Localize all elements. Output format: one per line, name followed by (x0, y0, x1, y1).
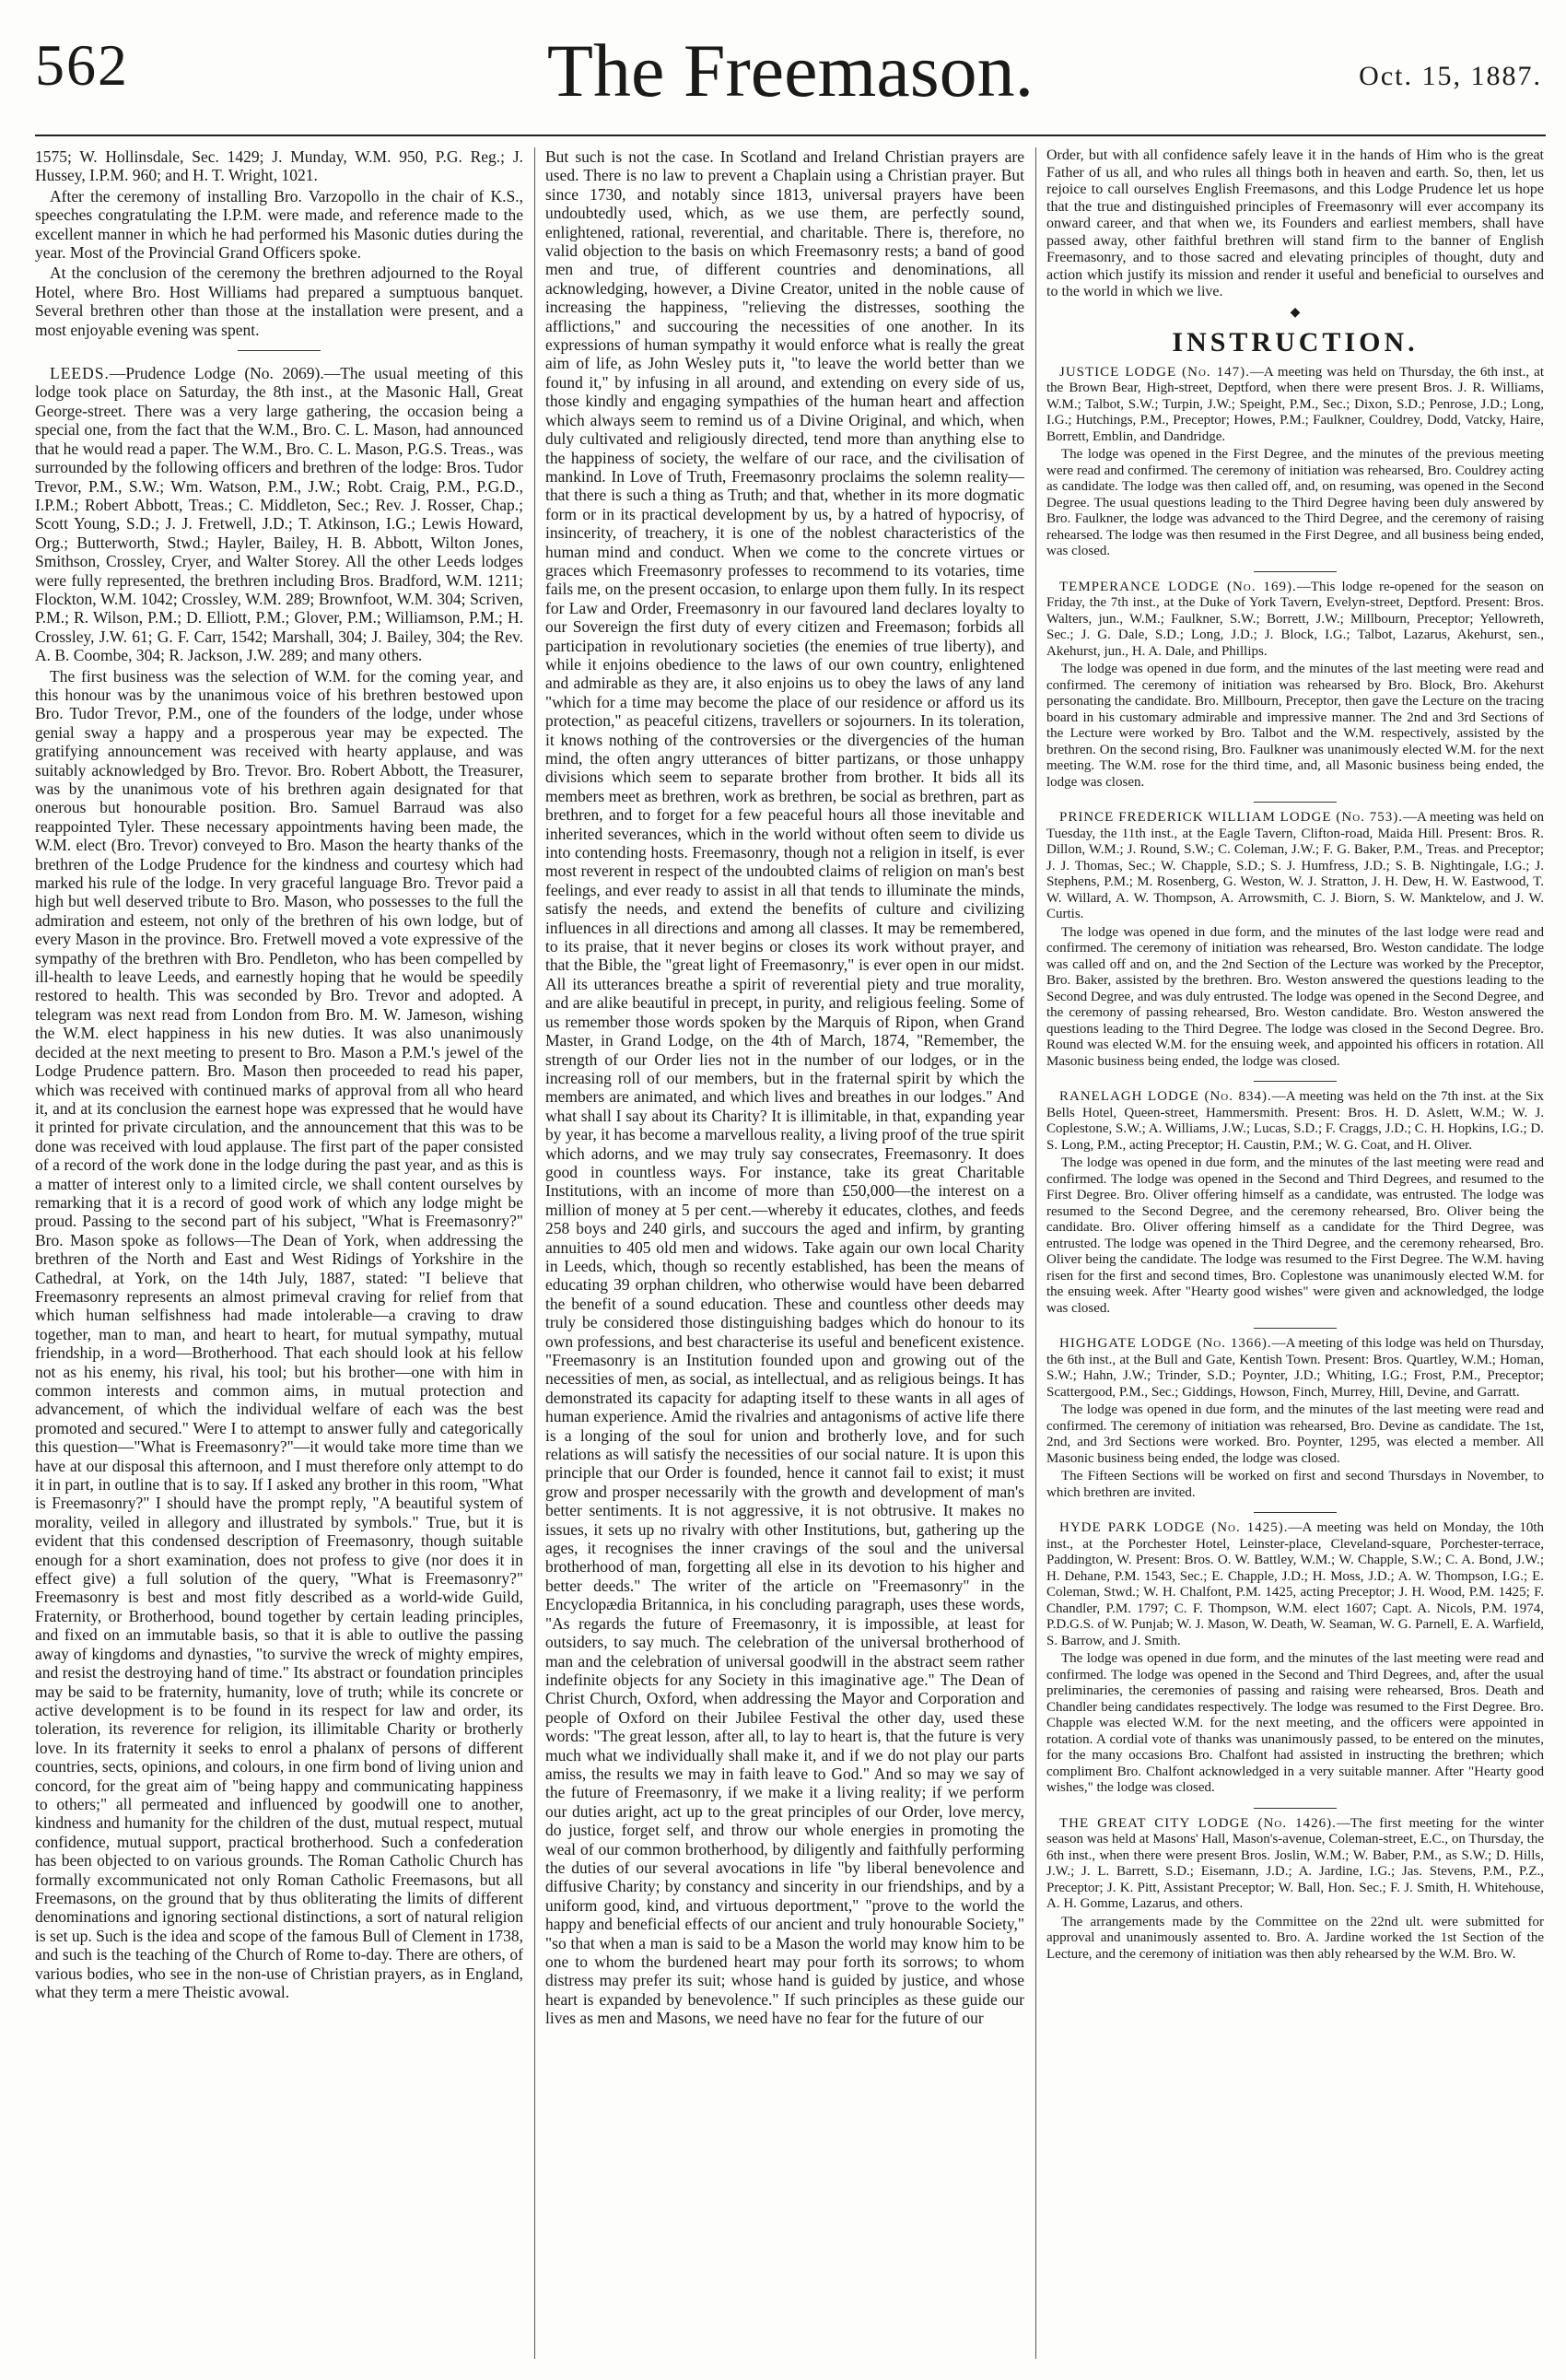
separator-rule (1254, 571, 1337, 572)
separator-rule (1254, 1328, 1337, 1329)
masthead (35, 26, 1546, 136)
lodge-text: The lodge was opened in due form, and the minutes of the last meeting were read and confirmed. The ceremony of initiation was rehearsed, Bro. Devine as candidate. The 1st, 2nd, and 3rd Sections were worked. Bro. Poynter, 1295, was elected a member. All Masonic business being ended, the lodge was closed. (1046, 1402, 1544, 1466)
lodge-heading: PRINCE FREDERICK WILLIAM LODGE (No. 753). (1059, 810, 1404, 825)
lodge-text: The lodge was opened in due form, and the minutes of the last lodge were read and confirmed. The ceremony of initiation was rehearsed, Bro. Weston candidate. The lodge was called off and on, and the 2nd Section of the Lecture was worked by the Preceptor, Bro. Baker, assisted by the brethren. Bro. Weston answered the questions leading to the Second Degree, and was duly entrusted. The lodge was opened in the Second Degree, and the ceremony of passing rehearsed, Bro. Weston candidate. Bro. Weston answered the questions leading to the Third Degree. The lodge was closed in the Second Degree. Bro. Round was elected W.M. for the ensuing week, and appointed his officers in rotation. All Masonic business being ended, the lodge was closed. (1046, 924, 1544, 1069)
publication-title: The Freemason. (546, 29, 1034, 112)
separator-rule (1254, 1808, 1337, 1809)
lodge-heading: THE GREAT CITY LODGE (No. 1426). (1059, 1815, 1337, 1831)
lodge-text: The lodge was opened in the First Degree, and the minutes of the previous meeting were read and confirmed. The ceremony of initiation was rehearsed, Bro. Couldrey acting as candidate. The lodge was then called off, and, on resuming, was opened in the Second Degree. The usual questions leading to the Third Degree having been duly answered by Bro. Faulkner, the lodge was advanced to the Third Degree, and the ceremony of raising rehearsed. The lodge was then resumed in the First Degree, and all business being ended, was closed. (1046, 447, 1544, 558)
report-heading: LEEDS. (50, 364, 110, 383)
lodge-text: —A meeting of this lodge was held on Thursday, the 6th inst., at the Bull and Gate, Kentish Town. Present: Bros. Quartley, W.M.; Homan, S.W.; Hahn, J.W.; Trinder, S.D.; Poynter, J.D.; Whiting, I.G.; Frost, P.M., Preceptor; Scattergood, P.M., Sec.; Giddings, Howson, Finch, Murrey, Hill, Devine, and Garratt. (1046, 1336, 1544, 1400)
lodge-text: The lodge was opened in due form, and the minutes of the last meeting were read and confirmed. The ceremony of initiation was rehearsed by Bro. Block, Bro. Akehurst personating the candidate. Bro. Millbourn, Preceptor, then gave the Lecture on the tracing board in his customary admirable and impressive manner. The 2nd and 3rd Sections of the Lecture were worked by Bro. Talbot and the W.M. respectively, assisted by the brethren. On the second rising, Bro. Faulkner was unanimously elected W.M. for the next meeting. The W.M. rose for the third time, and, all Masonic business being ended, the lodge was closen. (1046, 662, 1544, 790)
leeds-report (35, 364, 523, 665)
column-divider (1035, 147, 1036, 2359)
column-2 (545, 147, 1024, 2359)
lodge-report (1046, 1816, 1544, 1964)
article-paragraph: After the ceremony of installing Bro. Varzopollo in the chair of K.S., speeches congratulating the I.P.M. were made, and reference made to the excellent manner in which he had performed his Masonic duties during the year. Most of the Provincial Grand Officers spoke. (35, 186, 523, 263)
lodge-text: The lodge was opened in due form, and the minutes of the last meeting were read and confirmed. The lodge was opened in the Second and Third Degrees, and resumed to the First Degree. Bro. Oliver offering himself as a candidate, was entrusted. The lodge was resumed to the Second Degree, and the ceremony rehearsed, Bro. Oliver being the candidate. Bro. Oliver offering himself as a candidate for the Third Degree, was entrusted. The lodge was opened in the Third Degree, and the ceremony rehearsed, Bro. Oliver being the candidate. The lodge was resumed to the First Degree. The W.M. having risen for the first and second times, Bro. Coplestone was unanimously elected W.M. for the ensuing week. After "Hearty good wishes" were given and acknowledged, the lodge was closed. (1046, 1155, 1544, 1316)
report-text: —Prudence Lodge (No. 2069).—The usual meeting of this lodge took place on Saturday, the 8th inst., at the Masonic Hall, Great George-street. There was a very large gathering, the occasion being a special one, from the fact that the W.M., Bro. C. L. Mason, had announced that he would read a paper. The W.M., Bro. C. L. Mason, P.G.S. Treas., was surrounded by the following officers and brethren of the lodge: Bros. Tudor Trevor, P.M., S.W.; Wm. Watson, P.M., J.W.; Robt. Craig, P.M., P.G.D., I.P.M.; Robert Abbott, Treas.; C. Middleton, Sec.; Rev. J. Rosser, Chap.; Scott Young, S.D.; J. J. Fretwell, J.D.; T. Atkinson, I.G.; Lewis Howard, Org.; Butterworth, Stwd.; Hayler, Bailey, H. B. Abbott, Wilton Jones, Smithson, Crossley, Cryer, and Walter Storey. All the other Leeds lodges were fully represented, the brethren including Bros. Bradford, W.M. 1211; Flockton, W.M. 1042; Crossley, W.M. 289; Brownfoot, W.M. 304; Scriven, P.M.; R. Wilson, P.M.; D. Elliott, P.M.; Glover, P.M.; Williamson, P.M.; H. Crossley, J.W. 61; G. F. Carr, 1542; Marshall, 304; J. Bailey, 304; the Rev. A. B. Coombe, 304; R. Jackson, J.W. 289; and many others. (35, 364, 523, 665)
lodge-text: —The first meeting for the winter season was held at Masons' Hall, Mason's-avenue, Coleman-street, E.C., on Thursday, the 6th inst., when there were present Bros. Joslin, W.M.; W. Baber, P.M., as S.W.; D. Hills, J.W.; J. L. Barrett, S.D.; Eisemann, J.D.; A. Jardine, I.G.; Jas. Stevens, P.M., P.Z., Preceptor; J. K. Pitt, Assistant Preceptor; W. Ball, Hon. Sec.; F. J. Smith, H. Whitehouse, A. H. Gomme, Lazarus, and others. (1046, 1815, 1544, 1911)
lodge-heading: RANELAGH LODGE (No. 834). (1059, 1089, 1272, 1104)
lodge-report (1046, 365, 1544, 560)
column-divider (534, 147, 535, 2359)
article-paragraph: But such is not the case. In Scotland and Ireland Christian prayers are used. There is no law to prevent a Chaplain using a Christian prayer. But since 1730, and notably since 1813, universal prayers have been undoubtedly used, which, as we use them, are perfectly sound, enlightened, rational, reverential, and charitable. There is, therefore, no valid objection to the basis on which Freemasonry rests; a band of good men and true, of different countries and denominations, all acknowledging, however, a Divine Creator, united in the noble cause of increasing the happiness, "relieving the distresses, soothing the afflictions," and succouring the necessities of one another. In its expressions of human sympathy it would enforce what is really the great aim of life, as John Wesley puts it, "to leave the world better than we found it," by infusing in all around, and extending on every side of us, those kindly and engaging sympathies of the human heart and affection which always seem to remind us of a Divine Original, and which, when duly cultivated and religiously directed, tend more than anything else to the happiness of society, the welfare of our race, and the civilisation of mankind. In Love of Truth, Freemasonry proclaims the solemn reality—that there is such a thing as Truth; and that, whether in its more dogmatic form or in its practical development by us, by a hatred of hypocrisy, of insincerity, of treachery, it is one of the noblest characteristics of the human mind and conduct. When we come to the concrete virtues or graces which Freemasonry professes to recommend to its votaries, time fails me, on the present occasion, to enlarge upon them fully. In its respect for Law and Order, Freemasonry in our favoured land declares loyalty to our Sovereign the first duty of every citizen and Freemason; forbids all participation in revolutionary societies (the enemies of true liberty), and while it enjoins obedience to the laws of our own country, enlightened and admirable as they are, it also enjoins us to obey the laws of any land "which for a time may become the place of our residence or afford us its protection," as peaceful citizens, travellers or sojourners. In its toleration, it knows nothing of the controversies or the divergencies of the human mind, the often angry utterances of bitter partizans, or those unhappy divisions which seem to separate brother from brother. It bids all its members meet as brethren, work as brethren, be social as brethren, part as brethren, and to forget for a few peaceful hours all those inevitable and inherited severances, which in the world without often seem to divide us into contending hosts. Freemasonry, though not a religion in itself, is ever most reverent in respect of the undoubted claims of religion on man's best feelings, and ever ready to assist in all that tends to illuminate the minds, satisfy the needs, and extend the benefits of culture and civilizing influences in all directions and among all classes. It may be remembered, to its praise, that it never begins or closes its work without prayer, and that the Bible, the "great light of Freemasonry," is ever open in our midst. All its utterances breathe a spirit of reverential piety and true morality, and are alike beautiful in precept, in purity, and religious feeling. Some of us remember those words spoken by the Marquis of Ripon, when Grand Master, in Grand Lodge, on the 4th of March, 1874, "Remember, the strength of our Order lies not in the number of our lodges, or in the increasing roll of our members, but in the fraternal spirit by which the members are animated, and which lives and breathes in our lodges." And what shall I say about its Charity? It is illimitable, in that, expanding year by year, it has become a marvellous reality, a living proof of the true spirit which adorns, and we may truly say consecrates, Freemasonry. It does good in countless ways. For instance, take its great Charitable Institutions, with an income of more than £50,000—the interest on a million of money at 5 per cent.—whereby it educates, clothes, and feeds 258 boys and 240 girls, and succours the aged and infirm, by granting annuities to 405 old men and widows. Take again our own local Charity in Leeds, which, though so recently established, has been the means of educating 39 orphan children, who otherwise would have been debarred the benefit of a sound education. These and countless other deeds may truly be considered those distinguishing badges which do honour to its own professions, and best characterise its useful and beneficent existence. "Freemasonry is an Institution founded upon and growing out of the necessities of men, as social, as intellectual, and as religious beings. It has demonstrated its capacity for adapting itself to these wants in all ages of human experience. Amid the rivalries and antagonisms of active life there is a longing of the soul for union and brotherly love, and for such relations as will satisfy the necessities of our social nature. It is upon this principle that our Order is founded, hence it cannot fail to exist; it must grow and prosper necessarily with the growth and development of man's better sentiments. It is not aggressive, it is not obtrusive. It makes no issues, it sets up no rivalry with other Institutions, but, gathering up the ages, it recognises the inner cravings of the soul and the universal brotherhood of man, forgetting all else in its devotion to his higher and better deeds." The writer of the article on "Freemasonry" in the Encyclopædia Britannica, in his concluding paragraph, uses these words, "As regards the future of Freemasonry, it is impossible, at least for outsiders, to say much. The celebration of the universal brotherhood of man and the celebration of universal goodwill in the abstract seem rather indefinite objects for any Society in this imaginative age." The Dean of Christ Church, Oxford, when addressing the Mayor and Corporation and people of Oxford on their Jubilee Festival the other day, used these words: "The great lesson, after all, to lay to heart is, that the future is very much what we individually shall make it, and if we do not play our parts amiss, the results we may in faith leave to God." And so may we say of the future of Freemasonry, if we make it a living reality; if we perform our duties aright, act up to the great principles of our Order, love mercy, do justice, forget self, and throw our whole energies in promoting the weal of our common brotherhood, by diligently and faithfully performing the duties of our several avocations in life "by liberal benevolence and diffusive Charity; by constancy and sincerity in our friendships, and by a uniform good, kind, and virtuous deportment," "prove to the world the happy and beneficial effects of our ancient and truly honourable Society," "so that when a man is said to be a Mason the world may know him to be one to whom the burdened heart may pour forth its sorrows; to whom distress may prefer its suit; whose hand is guided by justice, and whose heart is expanded by benevolence." If such principles as these guide our lives as men and Masons, we need have no fear for the future of our (545, 147, 1024, 2028)
lodge-text: The arrangements made by the Committee on the 22nd ult. were submitted for approval and unanimously assented to. Bro. A. Jardine worked the 1st Section of the Lecture, and the ceremony of initiation was then ably rehearsed by the W.M. Bro. W. (1046, 1914, 1544, 1962)
lodge-heading: JUSTICE LODGE (No. 147). (1059, 364, 1250, 380)
lodge-heading: HYDE PARK LODGE (No. 1425). (1059, 1520, 1289, 1535)
lodge-heading: TEMPERANCE LODGE (No. 169). (1059, 579, 1297, 594)
lodge-text: —This lodge re-opened for the season on Friday, the 7th inst., at the Duke of York Tavern, Evelyn-street, Deptford. Present: Bros. Walters, jun., W.M.; Faulkner, S.W.; Borrett, J.W.; Millbourn, Preceptor; Yellowreth, Sec.; J. G. Dale, S.D.; Long, J.D.; J. Block, I.G.; Talbot, Lazarus, Akehurst, sen., Akehurst, jun., H. A. Dale, and Phillips. (1046, 579, 1544, 659)
section-title: INSTRUCTION. (1172, 327, 1419, 358)
lodge-text: —A meeting was held on the 7th inst. at the Six Bells Hotel, Queen-street, Hammersmith. Present: Bros. H. D. Aslett, W.M.; W. J. Coplestone, S.W.; A. Williams, J.W.; Lucas, S.D.; F. Craggs, J.D.; C. H. Hopkins, I.G.; D. S. Long, P.M., acting Preceptor; H. Caustin, P.M.; W. G. Coat, and H. Oliver. (1046, 1089, 1544, 1153)
lodge-heading: HIGHGATE LODGE (No. 1366). (1059, 1336, 1272, 1351)
issue-date: Oct. 15, 1887. (1359, 61, 1542, 91)
article-paragraph: The first business was the selection of W.M. for the coming year, and this honour was by the unanimous voice of his brethren bestowed upon Bro. Tudor Trevor, P.M., one of the founders of the lodge, under whose genial sway a happy and a prosperous year may be expected. The gratifying announcement was received with hearty applause, and was suitably acknowledged by Bro. Trevor. Bro. Robert Abbott, the Treasurer, was by the unanimous vote of his brethren again designated for that onerous but honourable position. Bro. Samuel Barraud was also reappointed Tyler. These necessary appointments having been made, the W.M. elect (Bro. Trevor) conveyed to Bro. Mason the hearty thanks of the brethren of the Lodge Prudence for the kindness and courtesy which had marked his rule of the lodge. In very graceful language Bro. Trevor paid a high but well deserved tribute to Bro. Mason, who possesses to the full the admiration and esteem, not only of the brethren of his own lodge, but of every Mason in the province. Bro. Fretwell moved a vote expressive of the sympathy of the brethren with Bro. Pendleton, who has been compelled by ill-health to leave Leeds, and earnestly hoping that he would be speedily restored to health. This was seconded by Bro. Trevor and adopted. A telegram was next read from London from Bro. M. W. Jameson, wishing the W.M. elect happiness in his new duties. It was also unanimously decided at the next meeting to present to Bro. Mason a P.M.'s jewel of the Lodge Prudence pattern. Bro. Mason then proceeded to read his paper, which was received with continued marks of approval from all who heard it, and at its conclusion the earnest hope was expressed that he would have it printed for private circulation, and the announcement that this was to be done was received with loud applause. The first part of the paper consisted of a record of the work done in the lodge during the past year, and as this is a matter of interest only to a limited circle, we shall content ourselves by remarking that it is a record of good work of which any lodge might be proud. Passing to the second part of his subject, "What is Freemasonry?" Bro. Mason spoke as follows—The Dean of York, when addressing the brethren of the North and East and West Ridings of Yorkshire in the Cathedral, at York, on the 14th July, 1887, stated: "I believe that Freemasonry represents an almost primeval craving for relief from that which human selfishness had made intolerable—a craving to draw together, man to man, and heart to heart, for mutual sympathy, mutual friendship, in a word—Brotherhood. That each should look at his fellow not as his enemy, his rival, his tool; but his brother—one with him in common interests and common aims, in mutual protection and advancement, of which the individual welfare of each was the best promoted and secured." Were I to attempt to answer fully and categorically this question—"What is Freemasonry?"—it would take more time than we have at our disposal this afternoon, and I must therefore only attempt to do it in part, in outline that is to say. If I asked any brother in this room, "What is Freemasonry?" I should have the prompt reply, "A beautiful system of morality, veiled in allegory and illustrated by symbols." True, but it is evident that this condensed description of Freemasonry, though suitable enough for a short examination, does not profess to give (nor does it in effect give) a full solution of the query, "What is Freemasonry?" Freemasonry is best and most fitly described as a world-wide Guild, Fraternity, or Brotherhood, bound together by certain leading principles, and fixed on an immutable basis, so that it is able to outlive the passing away of kingdoms and dynasties, "to survive the wreck of mighty empires, and resist the destroying hand of time." Its abstract or foundation principles may be said to be fraternity, humanity, love of truth; while its concrete or active development is to be found in its respect for law and order, its toleration, its reverence for religion, its illimitable Charity or brotherly love. In its fraternity it seeks to enrol a phalanx of persons of different countries, sects, opinions, and colours, in one firm bond of living union and concord, for the great aim of "being happy and communicating happiness to others;" all permeated and influenced by goodwill one to another, kindness and humanity for the children of the dust, mutual respect, mutual confidence, mutual support, practical brotherhood. Such a confederation has been objected to on various grounds. The Roman Catholic Church has formally excommunicated not only Roman Catholic Freemasons, but all Freemasons, on the ground that by thus obliterating the limits of different denominations and ignoring sectional distinctions, a sort of natural religion is set up. Such is the idea and scope of the famous Bull of Clement in 1738, and such is the teaching of the Church of Rome to-day. There are others, of various bodies, who see in the non-use of Christian prayers, as in England, what they term a mere Theistic avowal. (35, 666, 523, 2001)
article-paragraph: At the conclusion of the ceremony the brethren adjourned to the Royal Hotel, where Bro. Host Williams had prepared a sumptuous banquet. Several brethren other than those at the installation were present, and a most enjoyable evening was spent. (35, 264, 523, 339)
lodge-report (1046, 1520, 1544, 1797)
lodge-text: The Fifteen Sections will be worked on first and second Thursdays in November, to which brethren are invited. (1046, 1469, 1544, 1500)
separator-rule (1254, 1081, 1337, 1082)
lodge-report (1046, 810, 1544, 1070)
column-1 (35, 147, 523, 2359)
separator-rule (1254, 802, 1337, 803)
lodge-text: —A meeting was held on Tuesday, the 11th inst., at the Eagle Tavern, Clifton-road, Maida Hill. Present: Bros. R. Dillon, W.M.; J. Round, S.W.; C. Coleman, J.W.; F. G. Baker, P.M., Treas. and Preceptor; J. J. Thomas, Sec.; W. Chapple, S.D.; S. J. Humfress, J.D.; S. B. Nightingale, I.G.; J. Stephens, P.M.; M. Rosenberg, G. Weston, W. J. Stratton, J. H. Dew, H. W. Eastwood, T. W. Willard, A. W. Thompson, A. Arrowsmith, C. J. Biorn, S. W. Manktelow, and J. W. Curtis. (1046, 810, 1544, 921)
lodge-text: —A meeting was held on Thursday, the 6th inst., at the Brown Bear, High-street, Deptford, when there were present Bros. J. R. Williams, W.M.; Talbot, S.W.; Turpin, J.W.; Speight, P.M., Sec.; Dixon, S.D.; Penrose, J.D.; Long, I.G.; Hutchings, P.M., Preceptor; Howes, P.M.; Faulkner, Couldrey, Dodd, Vatcky, Haire, Borrett, Emblin, and Dandridge. (1046, 364, 1544, 444)
article-paragraph: Order, but with all confidence safely leave it in the hands of Him who is the great Father of us all, and who rules all things both in heaven and earth. So, then, let us rejoice to call ourselves English Freemasons, and this Lodge Prudence let us hope that the true and distinguished principles of Freemasonry will ever accompany its onward career, and that when we, its Founders and earliest members, shall have passed away, other faithful brethren will stand firm to the banner of English Freemasonry, and to those sacred and elevating principles of thought, duty and action which justify its mission and render it useful and beneficial to ourselves and to the world in which we live. (1046, 147, 1544, 299)
article-paragraph: 1575; W. Hollinsdale, Sec. 1429; J. Munday, W.M. 950, P.G. Reg.; J. Hussey, I.P.M. 960; and H. T. Wright, 1021. (35, 147, 523, 185)
lodge-report (1046, 1089, 1544, 1317)
diamond-ornament: ◆ (1290, 305, 1301, 320)
lodge-text: —A meeting was held on Monday, the 10th inst., at the Porchester Hotel, Leinster-place, Cleveland-square, Porchester-terrace, Paddington, W. Present: Bros. O. W. Battley, W.M.; W. Chapple, S.W.; C. A. Bond, J.W.; H. Dehane, P.M. 1543, Sec.; E. Chapple, J.D.; H. Moss, J.D.; A. W. Thompson, I.G.; E. Coleman, Stwd.; W. H. Chalfont, P.M. 1425, acting Preceptor; J. H. Wood, P.M. 1425; F. Chandler, P.M. 1797; C. F. Thompson, W.M. elect 1607; Capt. A. Nicols, P.M. 1974, P.D.G.S. of W. Punjab; W. J. Mason, W. Death, W. Seaman, W. G. Parnell, E. A. Warfield, S. Barrow, and J. Smith. (1046, 1520, 1544, 1648)
lodge-report (1046, 580, 1544, 791)
page-number: 562 (35, 32, 129, 98)
column-3 (1046, 147, 1544, 2359)
separator-rule (1254, 1512, 1337, 1513)
separator-rule (238, 350, 321, 351)
lodge-report (1046, 1336, 1544, 1501)
lodge-text: The lodge was opened in due form, and the minutes of the last meeting were read and confirmed. The lodge was opened in the Second and Third Degrees, and, after the usual preliminaries, the ceremonies of passing and raising were rehearsed, Bros. Death and Chandler being candidates respectively. The lodge was resumed to the First Degree. Bro. Chapple was elected W.M. for the next meeting, and the officers were appointed in rotation. A cordial vote of thanks was unanimously passed, to be entered on the minutes, for the many occasions Bro. Chalfont had assisted in instructing the brethren; which compliment Bro. Chalfont acknowledged in a very suitable manner. After "Hearty good wishes," the lodge was closed. (1046, 1651, 1544, 1795)
